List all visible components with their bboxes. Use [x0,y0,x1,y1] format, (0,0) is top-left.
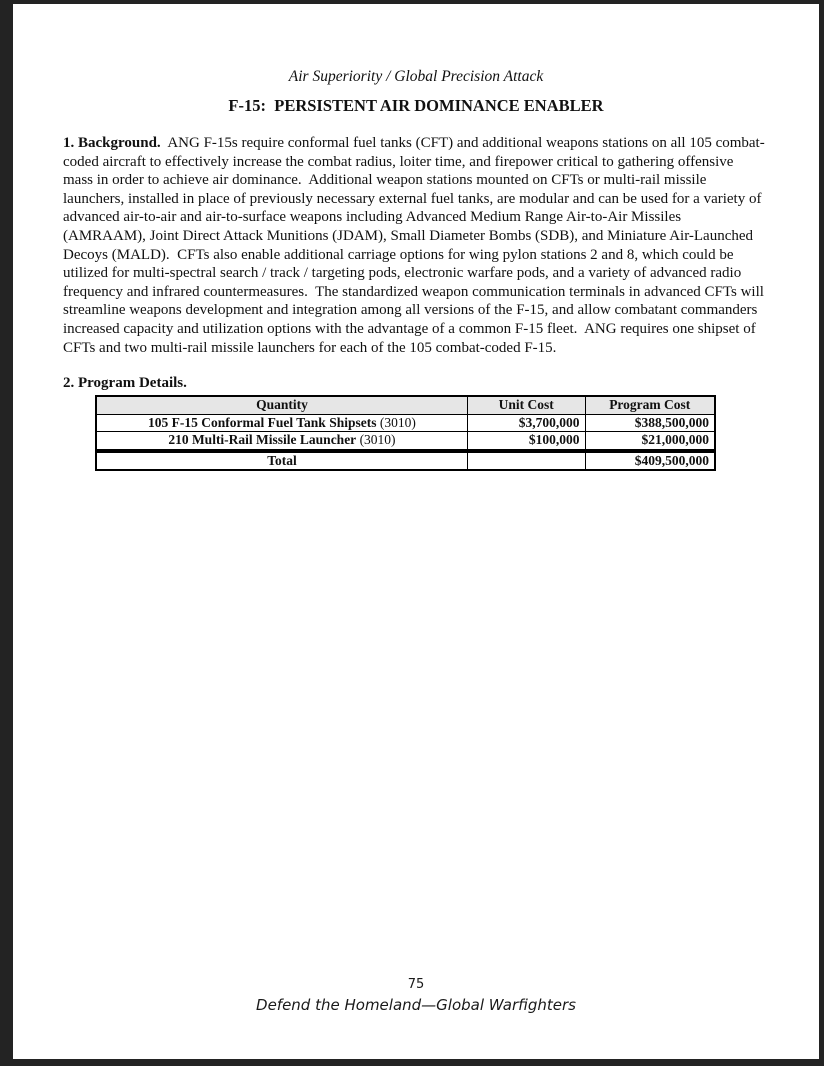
column-header-unit-cost: Unit Cost [467,396,585,414]
table-header-row [96,396,715,414]
column-header-program-cost: Program Cost [585,396,715,414]
background-paragraph [63,134,768,357]
item-name: 210 Multi-Rail Missile Launcher [168,432,357,448]
item-code: (3010) [356,432,396,448]
page-number: 75 [407,977,425,992]
cell-program-cost: $21,000,000 [585,432,715,451]
item-name: 105 F-15 Conformal Fuel Tank Shipsets [148,414,377,430]
cell-program-cost: $388,500,000 [585,414,715,432]
cell-total-label: Total [96,451,467,471]
cell-total-unit-cost [467,451,585,471]
document-title: F-15: PERSISTENT AIR DOMINANCE ENABLER [228,96,604,115]
cell-quantity [96,414,467,432]
table-row [96,414,715,432]
column-header-quantity: Quantity [96,396,467,414]
item-code: (3010) [376,414,416,430]
document-page [13,4,819,1059]
cell-unit-cost: $100,000 [467,432,585,451]
background-section-label: 1. Background. [63,135,161,151]
footer-tagline: Defend the Homeland—Global Warfighters [256,996,576,1014]
background-body-text: ANG F-15s require conformal fuel tanks (CFT) and additional weapons stations on all 105 combat-coded aircraft to effectively increase the combat radius, loiter time, and firepower critical to gathering offensive mass in order to achieve air dominance. Additional weapon stations mounted on CFTs or multi-rail missile launchers, installed in place of previously necessary external fuel tanks, are modular and can be used for a variety of advanced air-to-air and air-to-surface weapons including Advanced Medium Range Air-to-Air Missiles (AMRAAM), Joint Direct Attack Munitions (JDAM), Small Diameter Bombs (SDB), and Miniature Air-Launched Decoys (MALD). CFTs also enable additional carriage options for wing pylon stations 2 and 8, which could be utilized for multi-spectral search / track / targeting pods, electronic warfare pods, and a variety of advanced radio frequency and infrared countermeasures. The standardized weapon communication terminals in advanced CFTs will streamline weapons development and integration among all versions of the F-15, and allow combatant commanders increased capacity and utilization options with the advantage of a common F-15 fleet. ANG requires one shipset of CFTs and two multi-rail missile launchers for each of the 105 combat-coded F-15. [63,135,768,356]
document-category-heading: Air Superiority / Global Precision Attack [288,68,544,85]
table-row [96,432,715,451]
cell-unit-cost: $3,700,000 [467,414,585,432]
cell-quantity [96,432,467,451]
program-details-heading: 2. Program Details. [63,375,187,392]
table-total-row [96,451,715,471]
program-details-table [95,395,716,471]
cell-total-program-cost: $409,500,000 [585,451,715,471]
page-footer [13,976,819,1014]
